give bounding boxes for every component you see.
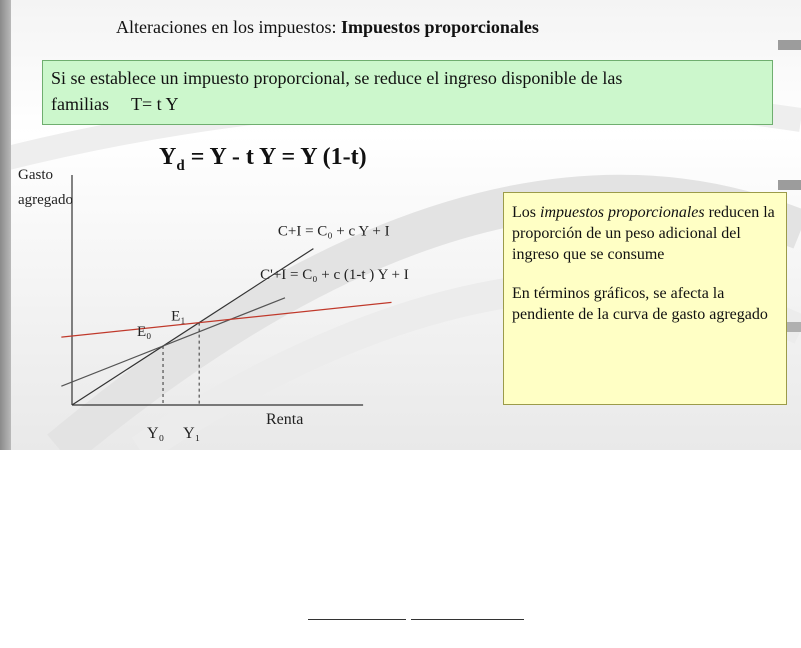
definition-line-1: Si se establece un impuesto proporcional, se reduce el ingreso disponible de las: [51, 68, 623, 88]
income-label-y1: Y₁: [183, 425, 201, 442]
income-label-y0: Y₀: [147, 425, 165, 442]
footer-rule-left: [308, 619, 406, 620]
explanation-box: [503, 192, 787, 405]
formula-rhs: = Y - t Y = Y (1-t): [184, 144, 367, 170]
formula-lhs: Y: [159, 144, 177, 170]
title-bold: Impuestos proporcionales: [340, 17, 539, 37]
explanation-rest: reducen la proporción de un peso adicional del ingreso que se consume: [512, 204, 775, 263]
x-axis-label: Renta: [266, 411, 304, 428]
equilibrium-label-e0: E₀: [137, 324, 152, 341]
formula-lhs-subscript: d: [176, 157, 185, 174]
explanation-paragraph-1: [512, 202, 778, 265]
title-prefix: Alteraciones en los impuestos:: [116, 17, 341, 37]
equilibrium-label-e1: E₁: [171, 308, 186, 325]
y-axis-label-line-2: agregado: [18, 192, 73, 208]
footer-rule-right: [411, 619, 524, 620]
tax-equation: T= t Y: [130, 94, 179, 114]
series-label-before-tax: C+I = C₀ + c Y + I: [277, 223, 390, 240]
aggregate-expenditure-with-tax-line: [61, 302, 391, 337]
series-label-after-tax: C'+I = C₀ + c (1-t ) Y + I: [260, 267, 409, 284]
families-text: familias: [51, 94, 109, 114]
explanation-start: Los: [512, 204, 540, 221]
y-axis-label-line-1: Gasto: [18, 167, 53, 183]
explanation-paragraph-2: En términos gráficos, se afecta la pendiente de la curva de gasto agregado: [512, 285, 768, 323]
explanation-italic: impuestos proporcionales: [540, 204, 705, 221]
